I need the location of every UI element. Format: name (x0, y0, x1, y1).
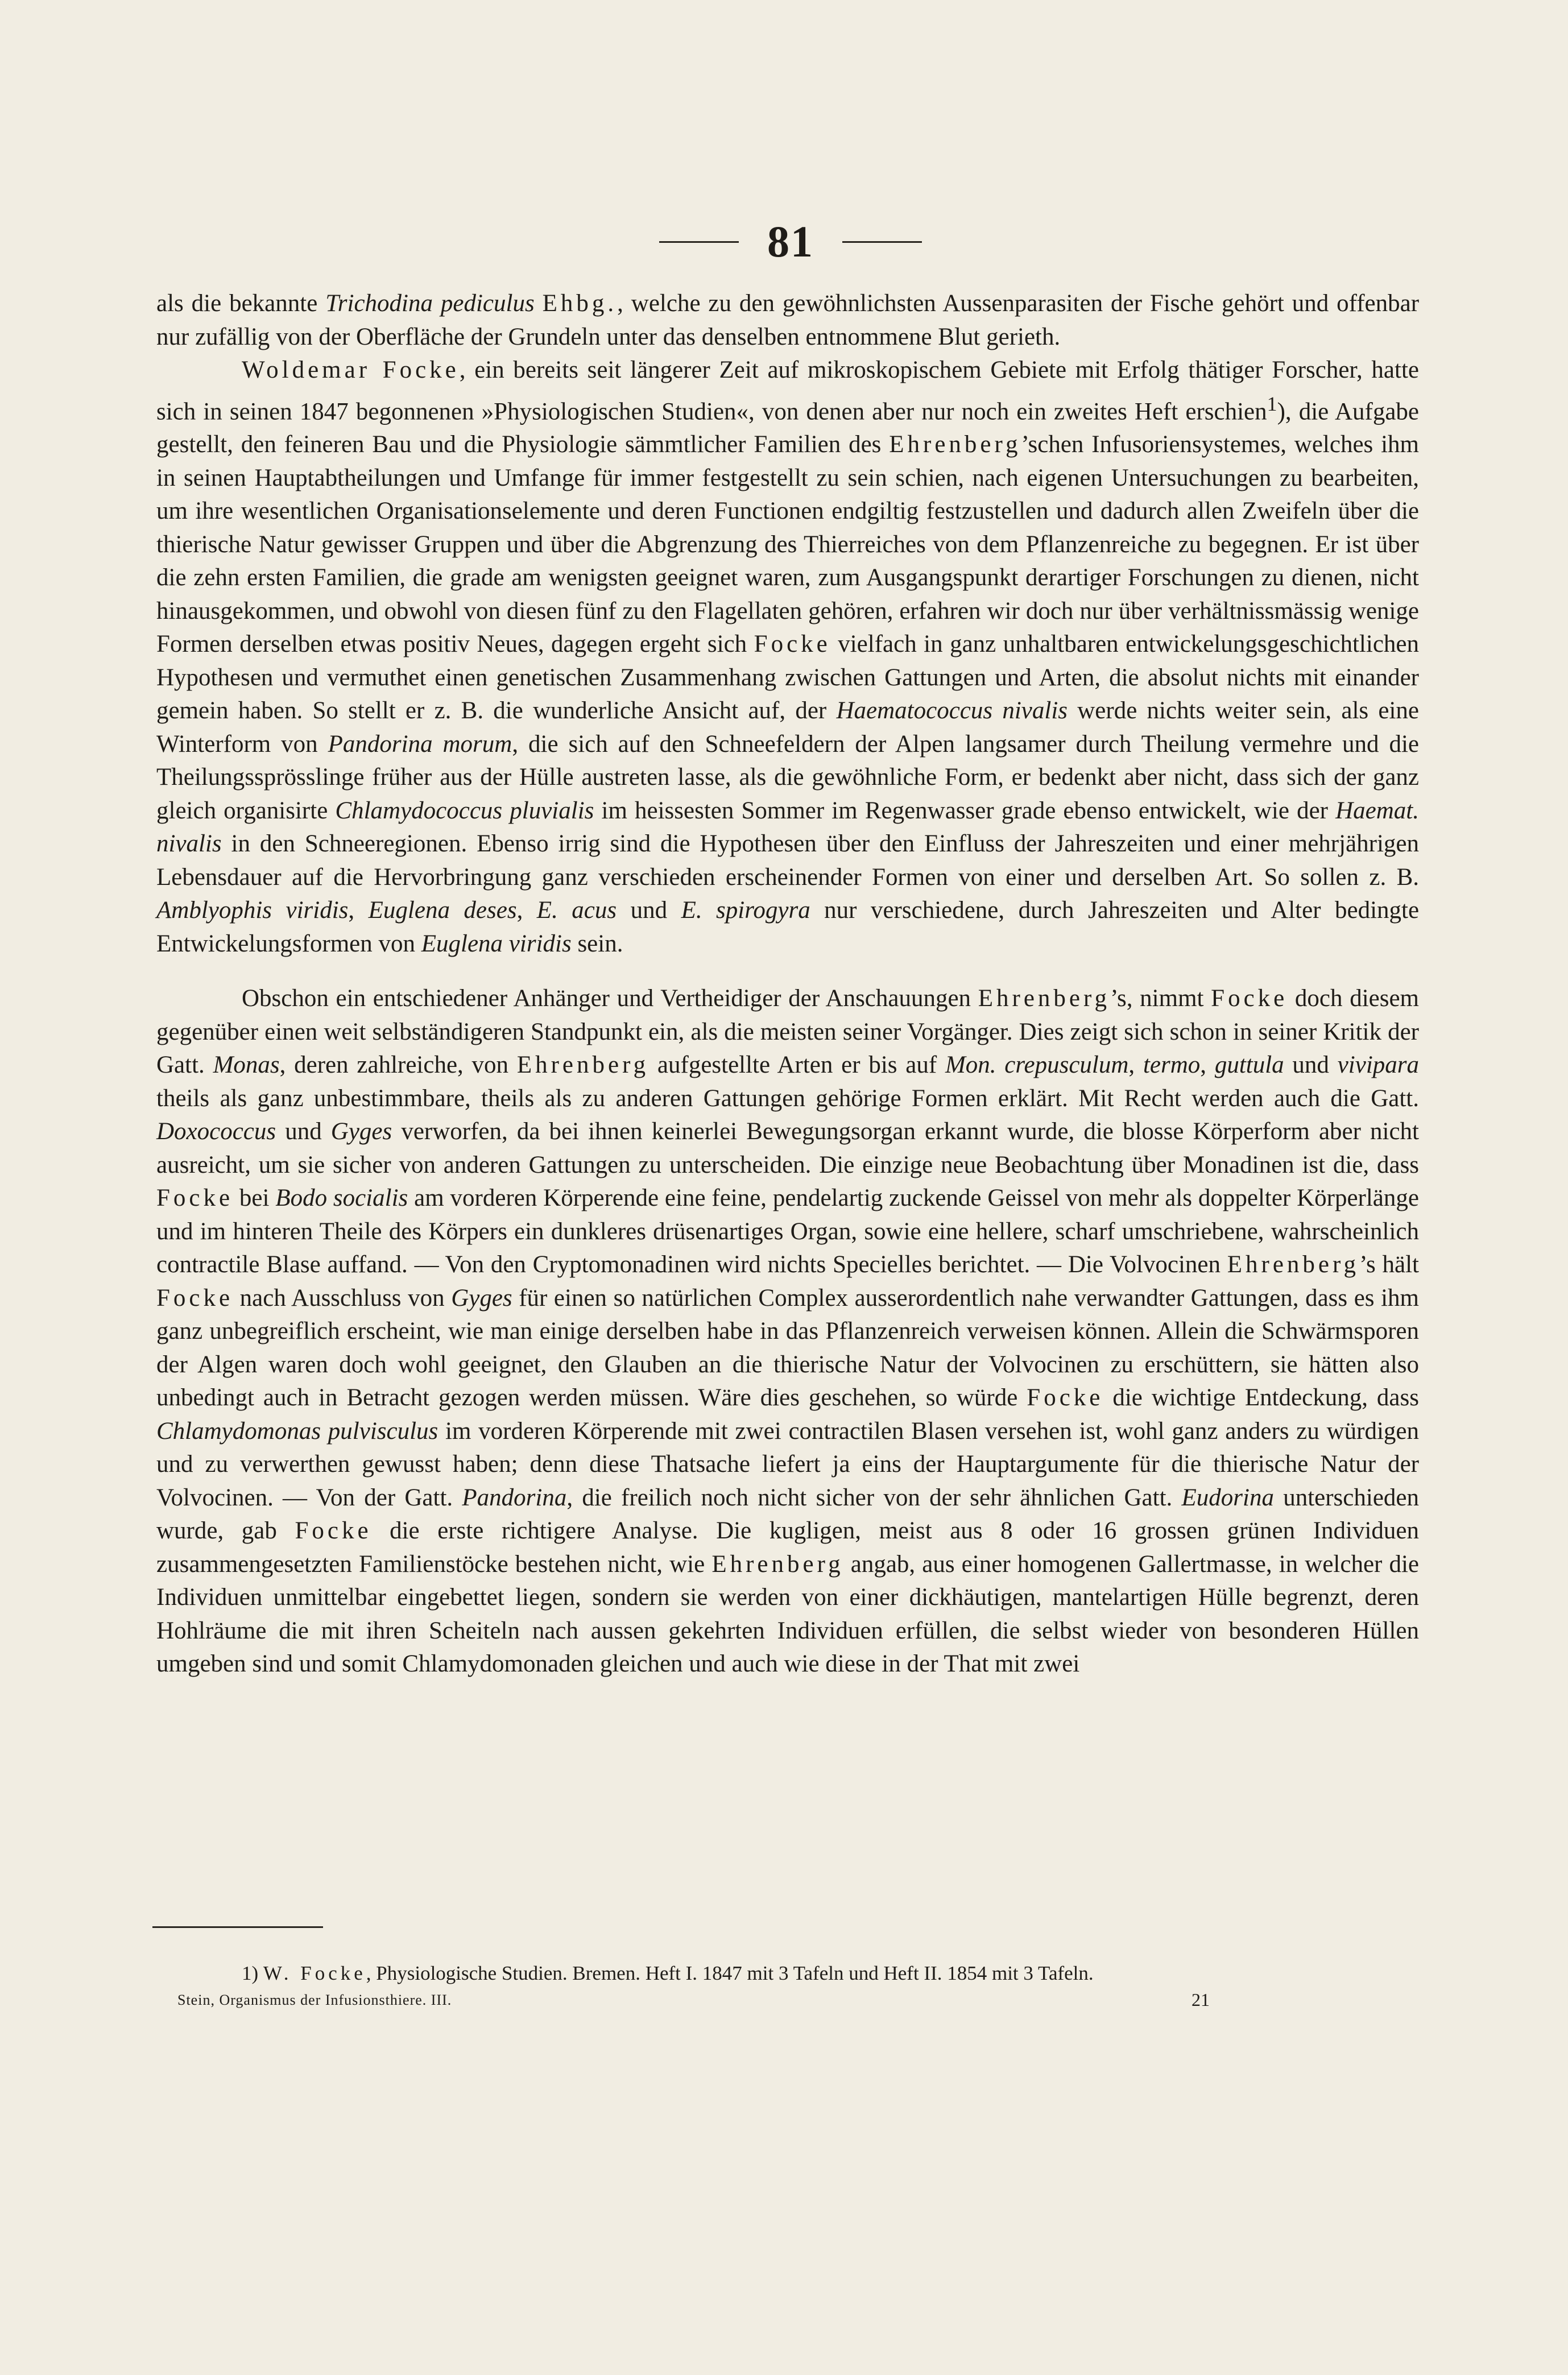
text-run: aufgestellte Arten er bis auf (649, 1052, 945, 1079)
body-text (156, 287, 1419, 1681)
text-run: als die bekannte (156, 290, 326, 317)
text-run: in den Schneeregionen. Ebenso irrig sind die Hypothesen über den Einfluss der Jahreszeiten und einer mehrjährigen Lebensdauer auf die Hervorbringung ganz verschieden erscheinender Formen von einer und derselben Art. So sollen z. B. (156, 830, 1419, 891)
signature-number: 21 (1191, 1989, 1210, 2010)
text-run: die erste richtigere Analyse. Die kugligen, meist aus 8 oder 16 grossen grünen Individuen zusammengesetzten Familienstöcke bestehen nicht, wie (156, 1517, 1419, 1578)
spaced-name: Focke (156, 1185, 234, 1212)
text-run: , Physiologische Studien. Bremen. Heft I. 1847 mit 3 Tafeln und Heft II. 1854 mit 3 Tafeln. (366, 1962, 1094, 1984)
text-run: , (516, 897, 537, 924)
italic-term: vivipara (1337, 1052, 1420, 1079)
spaced-name: Focke (295, 1517, 372, 1545)
text-run: und (276, 1118, 331, 1145)
text-run: ’s, nimmt (1110, 985, 1211, 1012)
italic-term: Haemat. nivalis (156, 797, 1419, 858)
text-run: sein. (571, 930, 623, 957)
spaced-name: Ehrenberg (978, 985, 1111, 1012)
text-run: nach Ausschluss von (233, 1284, 452, 1311)
italic-term: Mon. crepusculum (945, 1052, 1129, 1079)
footnote (242, 1961, 1379, 1986)
text-run: im vorderen Körperende mit zwei contractilen Blasen versehen ist, wohl ganz anders zu würdigen und zu verwerthen gewusst haben; denn diese Thatsache liefert ja eins der Hauptargumente für die thierische Natur der Volvocinen. — Von der Gatt. (156, 1417, 1419, 1511)
paragraph (156, 982, 1419, 1681)
italic-term: termo (1143, 1052, 1201, 1079)
text-run: und (1284, 1052, 1338, 1079)
spaced-name: W. Focke (263, 1962, 366, 1984)
page-header (643, 219, 938, 264)
spaced-name: Focke (156, 1284, 234, 1311)
text-run: Obschon ein entschiedener Anhänger und Vertheidiger der Anschauungen (242, 985, 978, 1012)
italic-term: Euglena viridis (421, 930, 572, 957)
italic-term: Eudorina (1181, 1484, 1274, 1511)
italic-term: Gyges (330, 1118, 392, 1145)
italic-term: E. spirogyra (681, 897, 810, 924)
text-run: , ein bereits seit längerer Zeit auf mikroskopischem Gebiete mit Erfolg thätiger Forscher, hatte sich in seinen 1847 begonnenen »Physiologischen Studien«, von denen aber nur noch ein zweites Heft erschien (156, 357, 1419, 425)
header-rule-right (842, 241, 922, 243)
text-run: nur verschiedene, durch Jahreszeiten und Alter bedingte Entwickelungsformen von (156, 897, 1420, 957)
spaced-name: Ehrenberg (1227, 1251, 1360, 1278)
text-run: ’s hält (1359, 1251, 1419, 1278)
spaced-name: Woldemar Focke (242, 357, 460, 383)
text-run: die wichtige Entdeckung, dass (1103, 1384, 1419, 1412)
text-run: und (617, 897, 681, 924)
italic-term: Doxococcus (156, 1118, 276, 1145)
italic-term: Amblyophis viridis (156, 897, 349, 924)
text-run: bei (233, 1185, 276, 1212)
text-run: , (348, 897, 369, 924)
text-run: unterschieden wurde, gab (156, 1484, 1419, 1545)
text-run: am vorderen Körperende eine feine, pendelartig zuckende Geissel von mehr als doppelter Körperlänge und im hinteren Theile des Körpers ein dunkleres drüsenartiges Organ, sowie eine hellere, scharf umschriebene, wahrscheinlich contractile Blase auffand. — Von den Cryptomonadinen wird nichts Specielles berichtet. — Die Volvocinen (156, 1185, 1419, 1278)
text-run: werde nichts weiter sein, als eine Winterform von (156, 697, 1420, 758)
footnote-rule (152, 1926, 323, 1928)
text-run: im heissesten Sommer im Regenwasser grade ebenso entwickelt, wie der (594, 797, 1336, 824)
spaced-name: Ehrenberg (516, 1052, 649, 1079)
spaced-name: Ehbg. (542, 290, 618, 317)
italic-term: Chlamydococcus pluvialis (335, 797, 594, 824)
italic-term: Trichodina pediculus (325, 290, 535, 317)
italic-term: guttula (1214, 1052, 1284, 1079)
spaced-name: Focke (754, 631, 831, 658)
text-run: , (1128, 1052, 1143, 1079)
spaced-name: Focke (1027, 1384, 1104, 1412)
paragraph (156, 287, 1419, 354)
italic-term: Monas (213, 1052, 280, 1079)
text-run: ’schen Infusoriensystemes, welches ihm in seinen Hauptabtheilungen und Umfange für immer festgestellt zu sein schien, nach eigenen Untersuchungen zu bearbeiten, um ihre wesentlichen Organisationselemente und deren Functionen endgiltig festzustellen und dadurch allen Zweifeln über die thierische Natur gewisser Gruppen und über die Abgrenzung des Thierreiches von dem Pflanzenreiche zu begegnen. Er ist über die zehn ersten Familien, die grade am wenigsten geeignet waren, zum Ausgangspunkt derartiger Forschungen zu dienen, nicht hinausgekommen, und obwohl von diesen fünf zu den Flagellaten gehören, erfahren wir doch nur über verhältnissmässig wenige Formen derselben etwas positiv Neues, dagegen ergeht sich (156, 431, 1419, 658)
text-run: theils als ganz unbestimmbare, theils als zu anderen Gattungen gehörige Formen erklärt. Mit Recht werden auch die Gatt. (156, 1085, 1419, 1112)
spaced-name: Ehrenberg (711, 1550, 844, 1578)
text-run (535, 290, 543, 317)
paragraph (156, 354, 1419, 961)
italic-term: Chlamydomonas pulvisculus (156, 1417, 438, 1445)
italic-term: Pandorina (462, 1484, 567, 1511)
text-run: vielfach in ganz unhaltbaren entwickelungsgeschichtlichen Hypothesen und vermuthet einen genetischen Zusammenhang zwischen Gattungen und Arten, die absolut nichts mit einander gemein haben. So stellt er z. B. die wunderliche Ansicht auf, der (156, 631, 1419, 725)
header-rule-left (659, 241, 739, 243)
text-run: , (1200, 1052, 1215, 1079)
italic-term: Bodo socialis (275, 1185, 408, 1212)
text-run: , die freilich noch nicht sicher von der sehr ähnlichen Gatt. (566, 1484, 1182, 1511)
italic-term: Euglena deses (368, 897, 517, 924)
text-run: verworfen, da bei ihnen keinerlei Bewegungsorgan erkannt wurde, die blosse Körperform aber nicht ausreicht, um sie sicher von anderen Gattungen zu unterscheiden. Die einzige neue Beobachtung über Monadinen ist die, dass (156, 1118, 1420, 1178)
italic-term: Gyges (451, 1284, 512, 1311)
italic-term: E. acus (536, 897, 617, 924)
text-run: ), die Aufgabe gestellt, den feineren Bau und die Physiologie sämmtlicher Familien des (156, 398, 1419, 458)
text-run: doch diesem gegenüber einen weit selbständigeren Standpunkt ein, als die meisten seiner Vorgänger. Dies zeigt sich schon in seiner Kritik der Gatt. (156, 985, 1420, 1079)
italic-term: Pandorina morum (328, 730, 512, 758)
spaced-name: Focke (1211, 985, 1288, 1012)
text-run: 1) (242, 1962, 263, 1984)
text-run: angab, aus einer homogenen Gallertmasse, in welcher die Individuen unmittelbar eingebettet liegen, sondern sie werden von einer dickhäutigen, mantelartigen Hülle begrenzt, deren Hohlräume die mit ihren Scheiteln nach aussen gekehrten Individuen erfüllen, die selbst wieder von besonderen Hüllen umgeben sind und somit Chlamydomonaden gleichen und auch wie diese in der That mit zwei (156, 1550, 1419, 1678)
footnote-marker: 1 (1267, 392, 1277, 415)
printer-signature: Stein, Organismus der Infusionsthiere. III. (177, 1992, 452, 2008)
italic-term: Haematococcus nivalis (836, 697, 1068, 725)
text-run: , die sich auf den Schneefeldern der Alpen langsamer durch Theilung vermehre und die Theilungssprösslinge früher aus der Hülle austreten lasse, als die gewöhnliche Form, er bedenkt aber nicht, dass sich der ganz gleich organisirte (156, 730, 1419, 824)
spaced-name: Ehrenberg (889, 431, 1021, 458)
text-run: , welche zu den gewöhnlichsten Aussenparasiten der Fische gehört und offenbar nur zufällig von der Oberfläche der Grundeln unter das denselben entnommene Blut gerieth. (156, 290, 1420, 350)
page-number: 81 (767, 217, 814, 266)
text-run: , deren zahlreiche, von (279, 1052, 517, 1079)
text-run: für einen so natürlichen Complex ausserordentlich nahe verwandter Gattungen, dass es ihm ganz unbegreiflich erscheint, wie man einige derselben habe in das Pflanzenreich verweisen können. Allein die Schwärmsporen der Algen waren doch wohl geeignet, den Glauben an die thierische Natur der Volvocinen zu erschüttern, sie hätten also unbedingt auch in Betracht gezogen werden müssen. Wäre dies geschehen, so würde (156, 1284, 1419, 1412)
